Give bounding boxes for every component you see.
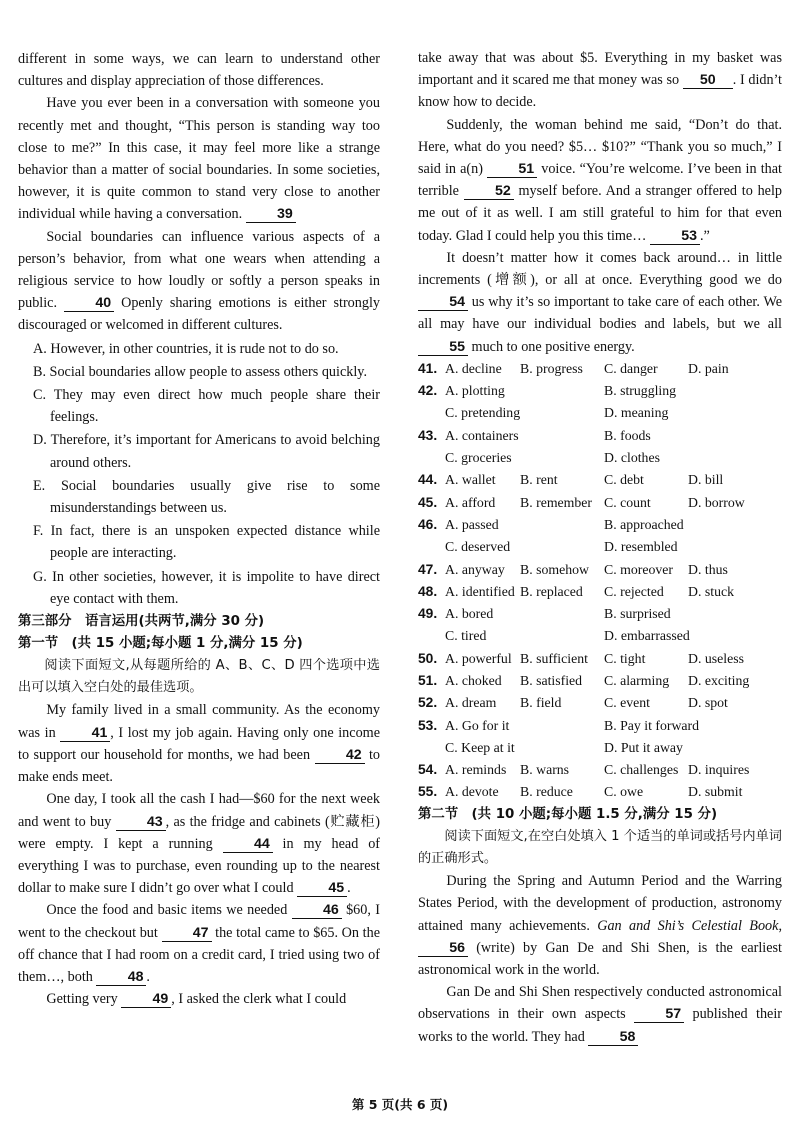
option-g: G. In other societies, however, it is impolite to have direct eye contact with them. [33,568,380,607]
blank-53[interactable]: 53 [650,228,700,245]
question-47: 47. A. anyway B. somehow C. moreover D. thus [418,561,728,577]
blank-40[interactable]: 40 [64,295,114,312]
page-footer: 第 5 页(共 6 页) [351,1097,449,1112]
question-50: 50. A. powerful B. sufficient C. tight D. useless [418,650,744,666]
blank-45[interactable]: 45 [297,880,347,897]
question-42-row-2: C. pretending D. meaning [445,405,669,421]
blank-54[interactable]: 54 [418,294,468,311]
question-54: 54. A. reminds B. warns C. challenges D. inquires [418,762,750,778]
option-c: C. They may even direct how much people share their feelings. [33,387,380,426]
options-list [18,338,380,610]
left-column [18,48,380,1010]
passage-paragraph-6: Suddenly, the woman behind me said, “Don’t do that. Here, what do you need? $5… $10?” “Thank you so much,” I said in a(n) 51 voice. “You’re welcome. I’ve been in that terrible 52 myself before. And a stranger offered to help me out of it as well. I am still grateful to him for that even today. Glad I could help you this time… 53 .” [418,116,783,244]
passage-paragraph-2: One day, I took all the cash I had—$60 for the next week and went to buy 43 , as the fridge and cabinets (贮藏柜) were empty. I kept a running 44 in my head of everything I was to purchase, even rounding up to the nearest dollar to make sure I didn’t go over what I could 45 . [18,791,381,897]
blank-58[interactable]: 58 [588,1029,638,1046]
blank-44[interactable]: 44 [223,836,273,853]
blank-50[interactable]: 50 [683,72,733,89]
option-a: A. However, in other countries, it is rude not to do so. [33,340,339,357]
question-52: 52. A. dream B. field C. event D. spot [418,695,728,711]
blank-57[interactable]: 57 [634,1006,684,1023]
question-53: 53. A. Go for it B. Pay it forward [418,717,700,733]
passage-paragraph-3: Once the food and basic items we needed 46 $60, I went to the checkout but 47 the total came to $65. On the off chance that I had room on a credit card, I tried using two of them…, both 48 . [18,902,380,985]
paragraph-3: Social boundaries can influence various aspects of a person’s behavior, from what one wears when attending a religious service to how loudly or softly a person speaks in public. 40 Openly sharing emotions is either strongly discouraged or welcomed in different cultures. [18,228,381,334]
question-53-row-2: C. Keep at it D. Put it away [445,739,683,755]
question-55: 55. A. devote B. reduce C. owe D. submit [418,784,743,800]
right-column [418,47,782,1048]
question-46-row-2: C. deserved D. resembled [445,539,678,555]
blank-49[interactable]: 49 [121,991,171,1008]
option-e: E. Social boundaries usually give rise to some misunderstandings between us. [33,477,380,517]
blank-52[interactable]: 52 [464,183,514,200]
blank-39[interactable]: 39 [246,206,296,223]
section-1-instruction: 阅读下面短文,从每题所给的 A、B、C、D 四个选项中选出可以填入空白处的最佳选项。 [18,658,380,696]
question-43: 43. A. containers B. foods [418,427,651,443]
question-48: 48. A. identified B. replaced C. rejected D. stuck [418,583,734,599]
blank-42[interactable]: 42 [315,747,365,764]
option-f: F. In fact, there is an unspoken expected distance while people are interacting. [33,523,380,562]
question-46: 46. A. passed B. approached [418,516,684,532]
blank-41[interactable]: 41 [60,725,110,742]
option-d: D. Therefore, it’s important for Americans to avoid belching around others. [33,432,380,471]
question-49: 49. A. bored B. surprised [418,606,671,622]
question-44: 44. A. wallet B. rent C. debt D. bill [418,472,724,488]
blank-56[interactable]: 56 [418,940,468,957]
blank-51[interactable]: 51 [487,161,537,178]
option-b: B. Social boundaries allow people to assess others quickly. [33,363,368,380]
passage-paragraph-5: take away that was about $5. Everything in my basket was important and it scared me that money was so 50 . I didn’t know how to decide. [418,50,783,111]
passage-paragraph-1: My family lived in a small community. As the economy was in 41 , I lost my job again. Having only one income to support our household for months, we had been 42 to make ends meet. [18,702,381,786]
question-45: 45. A. afford B. remember C. count D. borrow [418,494,745,510]
blank-48[interactable]: 48 [96,969,146,986]
passage-paragraph-4: Getting very 49 , I asked the clerk what I could [46,991,347,1008]
blank-46[interactable]: 46 [292,902,342,919]
section-2-paragraph-2: Gan De and Shi Shen respectively conducted astronomical observations in their own aspects 57 published their works to the world. They had 58 [418,984,783,1045]
question-options-table [418,358,782,804]
part-3-heading: 第三部分 语言运用(共两节,满分 30 分) [18,614,265,630]
question-41: 41. A. decline B. progress C. danger D. pain [418,360,729,376]
blank-55[interactable]: 55 [418,339,468,356]
paragraph-1: different in some ways, we can learn to understand other cultures and display appreciation of those differences. [18,51,380,90]
section-2-paragraph-1: During the Spring and Autumn Period and the Warring States Period, with the development of production, astronomy attained many achievements. Gan and Shi’s Celestial Book, 56 (write) by Gan De and Shi Shen, is the earliest astronomical work in the world. [418,873,783,978]
paragraph-2: Have you ever been in a conversation with someone you recently met and thought, “This person is standing way too close to me?” In this case, it may feel more like a strange behavior than a matter of social boundaries. In some societies, however, it is quite common to stand very close to another individual while having a conversation. 39 [18,95,380,223]
question-49-row-2: C. tired D. embarrassed [445,628,690,644]
question-42: 42. A. plotting B. struggling [418,383,677,399]
section-2-heading: 第二节 (共 10 小题;每小题 1.5 分,满分 15 分) [418,806,718,822]
passage-paragraph-7: It doesn’t matter how it comes back around… in little increments (增额), or all at once. Everything good we do 54 us why it’s so important to take care of each other. We all may have our individual bodies and labels, but we all 55 much to one positive energy. [418,249,782,355]
blank-43[interactable]: 43 [116,814,166,831]
section-2-instruction: 阅读下面短文,在空白处填入 1 个适当的单词或括号内单词的正确形式。 [418,828,782,866]
book-title: Gan and Shi’s Celestial Book [597,917,779,934]
section-1-heading: 第一节 (共 15 小题;每小题 1 分,满分 15 分) [18,636,303,652]
question-43-row-2: C. groceries D. clothes [445,450,660,466]
question-51: 51. A. choked B. satisfied C. alarming D. exciting [418,673,750,688]
blank-47[interactable]: 47 [162,925,212,942]
